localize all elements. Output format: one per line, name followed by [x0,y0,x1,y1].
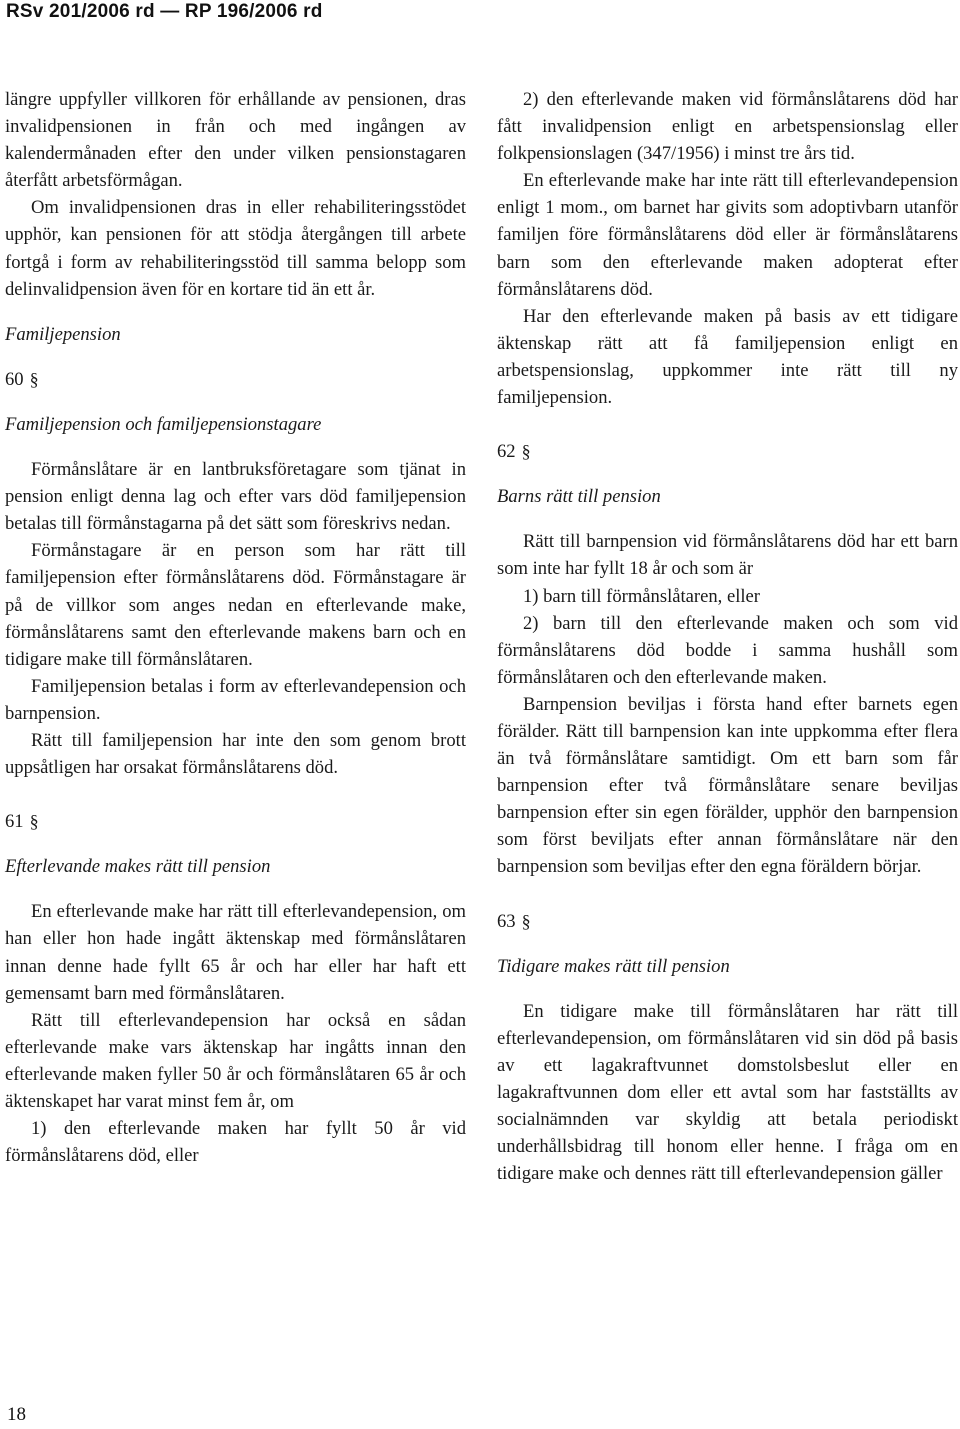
paragraph: Barnpension beviljas i första hand efter barnets egen förälder. Rätt till barnpension kan inte uppkomma efter flera än två förmånslåtare samtidigt. Om ett barn som får barnpension efter två förmånslåtare senare beviljas barnpension efter sin egen förälder, upphör den barnpension som först beviljats efter annan förmånslåtare när den barnpension som beviljas efter den egna föräldern börjar. [497,693,958,878]
section-title-60: Familjepension och familjepensionstagare [5,413,322,435]
paragraph: En efterlevande make har rätt till efterlevandepension, om han eller hon hade ingått äktenskap med förmånslåtaren innan denne hade fyllt 65 år och har eller har haft ett gemensamt barn med förmånslåtaren. [5,901,466,1004]
section-number-62: 62 § [497,441,531,463]
paragraph: Förmånstagare är en person som har rätt till familjepension efter förmånslåtarens död. Förmånstagare är på de villkor som anges nedan en efterlevande make, förmånslåtarens samt den efterlevande makens barn och en tidigare make till förmånslåtaren. [5,540,466,670]
paragraph: 1) barn till förmånslåtaren, eller [523,585,760,607]
paragraph: Förmånslåtare är en lantbruksföretagare som tjänat in pension enligt denna lag och efter vars död familjepension betalas till förmånstagarna på det sätt som föreskrivs nedan. [5,459,466,535]
page-number: 18 [7,1404,26,1425]
paragraph: 2) barn till den efterlevande maken och som vid förmånslåtarens död bodde i samma hushåll som förmånslåtaren och den efterlevande maken. [497,612,958,688]
chapter-title: Familjepension [5,323,121,345]
paragraph: En efterlevande make har inte rätt till efterlevandepension enligt 1 mom., om barnet har givits som adoptivbarn utanför familjen före förmånslåtarens död eller är förmånslåtarens barn som den efterlevande maken adopterat efter förmånslåtarens död. [497,170,958,300]
section-symbol: § [29,368,39,389]
paragraph: Rätt till barnpension vid förmånslåtarens död har ett barn som inte har fyllt 18 år och som är [497,531,958,580]
section-number-63: 63 § [497,910,531,932]
paragraph: Rätt till familjepension har inte den som genom brott uppsåtligen har orsakat förmånslåtarens död. [5,729,466,779]
paragraph: 1) den efterlevande maken har fyllt 50 år vid förmånslåtarens död, eller [5,1118,466,1167]
section-symbol: § [521,441,531,462]
paragraph: En tidigare make till förmånslåtaren har rätt till efterlevandepension, om förmånslåtaren vid sin död på basis av ett lagakraftvunnet domstolsbeslut eller en lagakraftvunnen dom eller ett avtal som har fastställts av socialnämnden var skyldig att betala periodiskt underhållsbidrag till honom eller henne. I fråga om en tidigare make och dennes rätt till efterlevandepension gäller [497,1000,958,1185]
section-number-60: 60 § [5,368,39,390]
right-column [497,86,958,1187]
section-title-61: Efterlevande makes rätt till pension [5,856,271,878]
section-symbol: § [521,910,531,931]
left-column [5,86,466,1169]
section-symbol: § [29,811,39,832]
section-title-63: Tidigare makes rätt till pension [497,955,730,977]
paragraph: Om invalidpensionen dras in eller rehabiliteringsstödet upphör, kan pensionen för att stödja återgången till arbete fortgå i form av rehabiliteringsstöd till samma belopp som delinvalidpension även för en kortare tid än ett år. [5,197,466,300]
paragraph: 2) den efterlevande maken vid förmånslåtarens död har fått invalidpension enligt en arbetspensionslag eller folkpensionslagen (347/1956) i minst tre års tid. [497,89,958,165]
section-number-61: 61 § [5,811,39,833]
page-header: RSv 201/2006 rd — RP 196/2006 rd [6,1,323,22]
paragraph: Rätt till efterlevandepension har också en sådan efterlevande make vars äktenskap har ingåtts innan den efterlevande maken fyller 50 år och förmånslåtaren 65 år och äktenskapet har varat minst fem år, om [5,1009,466,1112]
paragraph: Familjepension betalas i form av efterlevandepension och barnpension. [5,675,466,724]
paragraph: Har den efterlevande maken på basis av ett tidigare äktenskap rätt att få familjepension enligt en arbetspensionslag, uppkommer inte rätt till ny familjepension. [497,305,958,409]
section-title-62: Barns rätt till pension [497,486,661,508]
paragraph: längre uppfyller villkoren för erhållande av pensionen, dras invalidpensionen in från och med ingången av kalendermånaden efter den under vilken pensionstagaren återfått arbetsförmågan. [5,89,466,192]
